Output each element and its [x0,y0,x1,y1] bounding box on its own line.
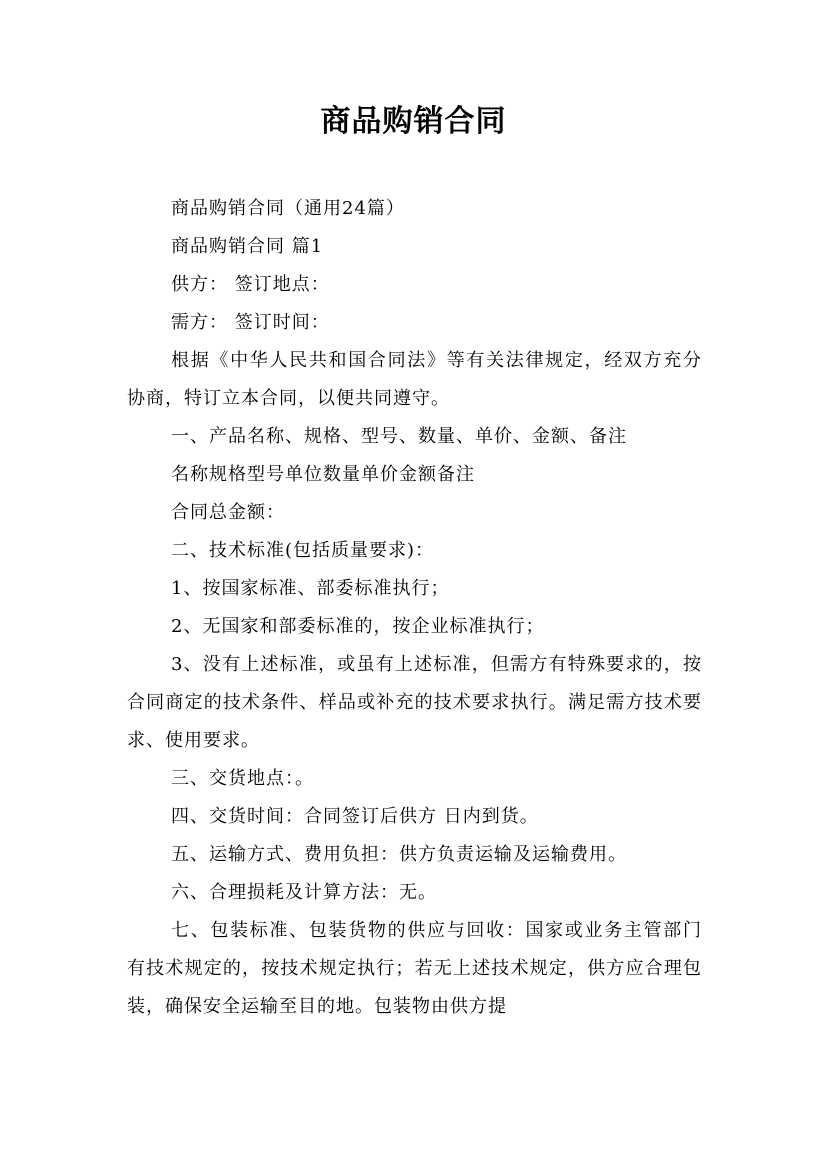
paragraph-total-amount: 合同总金额： [171,502,285,523]
paragraph-clause-1: 一、产品名称、规格、型号、数量、单价、金额、备注 [171,426,627,447]
document-body [127,190,702,1026]
paragraph-clause-6: 六、合理损耗及计算方法：无。 [171,882,437,903]
paragraph-clause-5: 五、运输方式、费用负担：供方负责运输及运输费用。 [171,844,627,865]
paragraph-clause-4: 四、交货时间：合同签订后供方 日内到货。 [171,806,539,827]
paragraph-buyer: 需方： 签订时间： [171,312,330,333]
paragraph-subtitle: 商品购销合同（通用24篇） [171,198,405,219]
paragraph-preamble: 根据《中华人民共和国合同法》等有关法律规定，经双方充分协商，特订立本合同，以便共同遵守。 [127,350,702,409]
paragraph-section-heading: 商品购销合同 篇1 [171,236,324,257]
paragraph-clause-7: 七、包装标准、包装货物的供应与回收：国家或业务主管部门有技术规定的，按技术规定执行；若无上述技术规定，供方应合理包装，确保安全运输至目的地。包装物由供方提 [127,920,702,1017]
paragraph-supplier: 供方： 签订地点： [171,274,330,295]
paragraph-table-header: 名称规格型号单位数量单价金额备注 [171,464,475,485]
paragraph-clause-3: 三、交货地点：。 [171,768,314,789]
paragraph-clause-2-2: 2、无国家和部委标准的，按企业标准执行； [171,616,545,637]
paragraph-clause-2: 二、技术标准(包括质量要求)： [171,540,435,561]
paragraph-clause-2-3: 3、没有上述标准，或虽有上述标准，但需方有特殊要求的，按合同商定的技术条件、样品或补充的技术要求执行。满足需方技术要求、使用要求。 [127,654,702,751]
paragraph-clause-2-1: 1、按国家标准、部委标准执行； [171,578,450,599]
document-title: 商品购销合同 [320,104,507,139]
